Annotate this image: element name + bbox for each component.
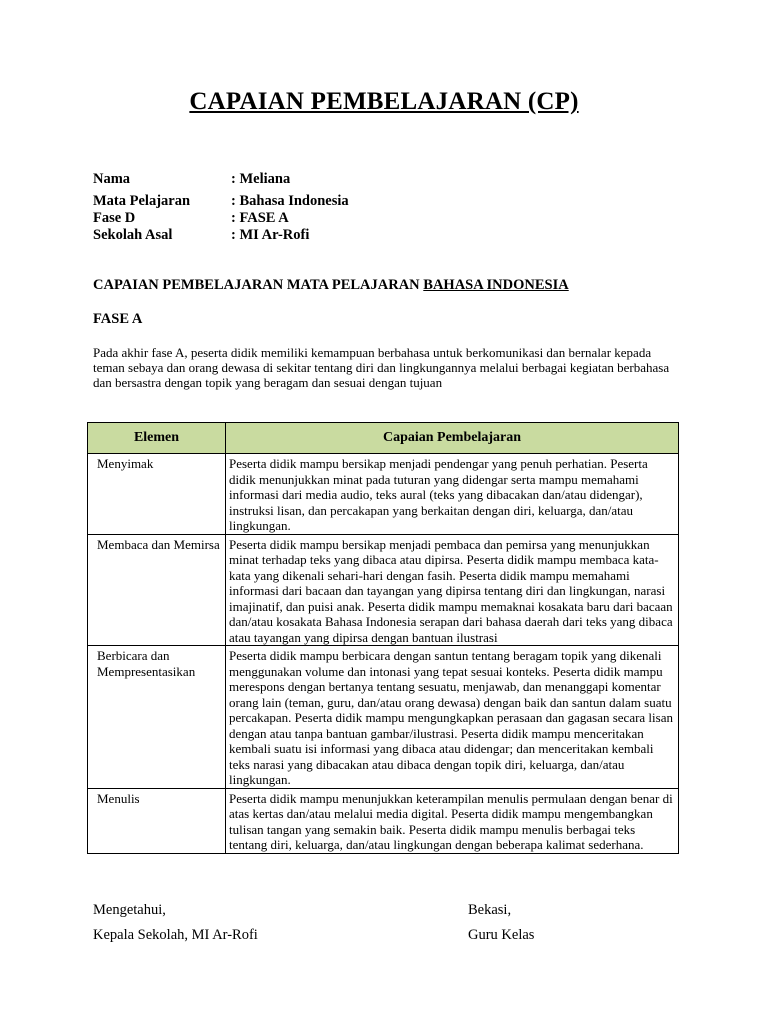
fase-heading: FASE A [93, 311, 143, 327]
identity-block [93, 171, 349, 244]
elemen-cell: Membaca dan Memirsa [88, 534, 226, 646]
intro-paragraph: Pada akhir fase A, peserta didik memiliki kemampuan berbahasa untuk berkomunikasi dan bernalar kepada teman sebaya dan orang dewasa di sekitar tentang diri dan lingkungannya melalui berbagai kegiatan berbahasa dan bersastra dengan topik yang beragam dan sesuai dengan tujuan [93, 345, 670, 391]
info-label: Fase D [93, 210, 136, 226]
table-header-row [88, 423, 679, 454]
elemen-cell: Menyimak [88, 454, 226, 535]
table-row [88, 534, 679, 646]
section-heading [93, 277, 569, 294]
section-heading-prefix: CAPAIAN PEMBELAJARAN MATA PELAJARAN [93, 277, 424, 293]
signature-left-line2: Kepala Sekolah, MI Ar-Rofi [93, 927, 258, 943]
info-value: : Bahasa Indonesia [231, 193, 349, 209]
table-row [88, 454, 679, 535]
info-label: Nama [93, 171, 131, 187]
signature-left [93, 898, 258, 948]
signature-right [468, 898, 534, 948]
info-label: Sekolah Asal [93, 227, 173, 243]
capaian-cell: Peserta didik mampu berbicara dengan santun tentang beragam topik yang dikenali menggunakan volume dan intonasi yang tepat sesuai konteks. Peserta didik mampu merespons dengan bertanya tentang sesuatu, menjawab, dan menanggapi komentar orang lain (teman, guru, dan/atau orang dewasa) dengan baik dan santun dalam suatu percakapan. Peserta didik mampu mengungkapkan perasaan dan gagasan secara lisan dengan atau tanpa bantuan gambar/ilustrasi. Peserta didik mampu menceritakan kembali suatu isi informasi yang dibaca atau didengar; dan menceritakan kembali teks narasi yang dibacakan atau dibaca dengan topik diri, keluarga, dan/atau lingkungan. [226, 646, 679, 789]
info-row-nama [93, 171, 349, 188]
signature-right-line2: Guru Kelas [468, 927, 535, 943]
cp-table [87, 422, 679, 854]
document-title: CAPAIAN PEMBELAJARAN (CP) [189, 88, 579, 115]
capaian-cell: Peserta didik mampu menunjukkan keterampilan menulis permulaan dengan benar di atas kertas dan/atau melalui media digital. Peserta didik mampu mengembangkan tulisan tangan yang semakin baik. Peserta didik mampu menulis berbagai teks tentang diri, keluarga, dan/atau lingkungan dengan beberapa kalimat sederhana. [226, 788, 679, 853]
info-row-fase [93, 210, 349, 227]
info-value: : MI Ar-Rofi [231, 227, 310, 243]
info-row-mata-pelajaran [93, 193, 349, 210]
header-capaian: Capaian Pembelajaran [226, 423, 679, 454]
info-value: : Meliana [231, 171, 291, 187]
signature-left-line1: Mengetahui, [93, 902, 166, 918]
table-row [88, 788, 679, 853]
capaian-cell: Peserta didik mampu bersikap menjadi pembaca dan pemirsa yang menunjukkan minat terhadap teks yang dibaca atau dipirsa. Peserta didik mampu membaca kata-kata yang dikenali sehari-hari dengan fasih. Peserta didik mampu memahami informasi dari bacaan dan tayangan yang dipirsa tentang diri dan lingkungan, narasi imajinatif, dan puisi anak. Peserta didik mampu memaknai kosakata baru dari bacaan dan/atau kosakata Bahasa Indonesia serapan dari bahasa daerah dari teks yang dibaca atau tayangan yang dipirsa dengan bantuan ilustrasi [226, 534, 679, 646]
elemen-cell: Menulis [88, 788, 226, 853]
signature-right-line1: Bekasi, [468, 902, 512, 918]
capaian-cell: Peserta didik mampu bersikap menjadi pendengar yang penuh perhatian. Peserta didik menunjukkan minat pada tuturan yang didengar serta mampu memahami informasi dari media audio, teks aural (teks yang dibacakan dan/atau didengar), instruksi lisan, dan percakapan yang berkaitan dengan diri, keluarga, dan/atau lingkungan. [226, 454, 679, 535]
table-row [88, 646, 679, 789]
info-row-sekolah-asal [93, 227, 349, 244]
info-label: Mata Pelajaran [93, 193, 191, 209]
header-elemen: Elemen [88, 423, 226, 454]
info-value: : FASE A [231, 210, 289, 226]
elemen-cell: Berbicara dan Mempresentasikan [88, 646, 226, 789]
section-heading-subject: BAHASA INDONESIA [423, 277, 569, 293]
